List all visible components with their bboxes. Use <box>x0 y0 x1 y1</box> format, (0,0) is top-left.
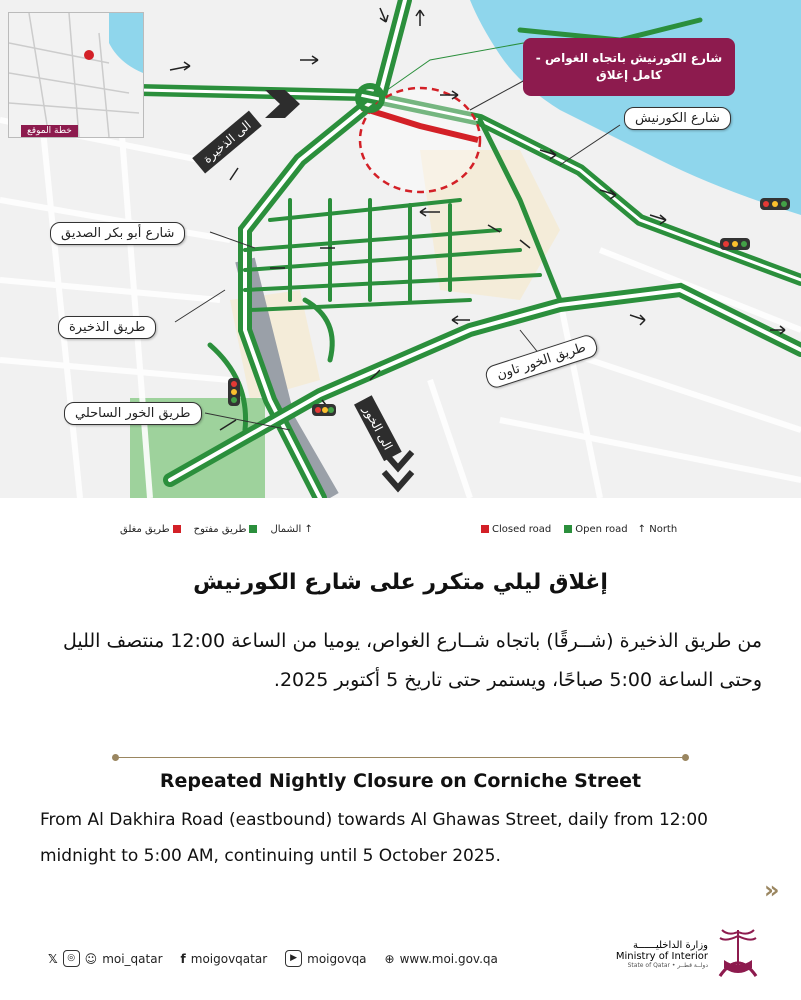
legend-en-north <box>638 524 678 535</box>
announcement-body-english: From Al Dakhira Road (eastbound) towards Al Ghawas Street, daily from 12:00 midnight to 5:00 AM, continuing until 5 October 2025. <box>40 810 708 866</box>
announcement-title-english: Repeated Nightly Closure on Corniche Street <box>159 770 642 792</box>
ministry-logo <box>598 926 763 988</box>
ministry-state: State of Qatar • دولــة قطــر <box>627 962 708 969</box>
globe-icon[interactable]: ⊕ <box>384 951 395 966</box>
facebook-handle[interactable]: moigovqatar <box>190 951 268 966</box>
ministry-name-arabic: وزارة الداخليــــــة <box>633 940 708 951</box>
youtube-icon[interactable]: ▶ <box>285 950 302 967</box>
legend-en-closed-label: Closed road <box>492 524 552 535</box>
closed-swatch <box>173 525 181 533</box>
legend-ar-open-label: طريق مفتوح <box>193 524 247 535</box>
location-marker <box>84 50 94 60</box>
label-khor-coastal: طريق الخور الساحلي <box>64 402 202 425</box>
label-khor-town: طريق الخور تاون <box>483 333 599 390</box>
announcement-title-arabic: إغلاق ليلي متكرر على شارع الكورنيش <box>193 570 608 595</box>
legend-ar-north-label: الشمال <box>270 524 302 535</box>
announcement-body-arabic: من طريق الذخيرة (شــرقًا) باتجاه شــارع الغواص، يوميا من الساعة 12:00 منتصف الليل وحتى الساعة 5:00 صباحًا، ويستمر حتى تاريخ 5 أكتوبر 2025. <box>62 630 762 691</box>
x-icon[interactable]: 𝕏 <box>48 951 58 966</box>
north-arrow-icon: ↑ <box>637 524 647 535</box>
social-handle[interactable]: moi_qatar <box>102 951 163 966</box>
legend-ar-closed-label: طريق مغلق <box>120 524 170 535</box>
legend-en-closed <box>478 524 551 535</box>
website-group[interactable] <box>385 952 498 966</box>
social-handle-group[interactable] <box>48 950 163 967</box>
closed-swatch <box>481 525 489 533</box>
legend-en-open <box>561 524 627 535</box>
legend-ar-open <box>194 524 261 535</box>
legend-en-open-label: Open road <box>575 524 628 535</box>
road-closure-map <box>0 0 801 498</box>
legend-arabic <box>120 524 313 535</box>
youtube-group[interactable] <box>285 950 366 967</box>
legend-ar-closed <box>120 524 184 535</box>
inset-map-graphic <box>9 13 143 137</box>
closure-callout-line1: - شارع الكورنيش باتجاه الغواص <box>535 51 723 66</box>
label-corniche: شارع الكورنيش <box>624 107 731 130</box>
website-link[interactable]: www.moi.gov.qa <box>399 951 498 966</box>
instagram-icon[interactable]: ◎ <box>63 950 80 967</box>
emblem-icon <box>714 926 762 986</box>
label-dakhira-road: طريق الذخيرة <box>58 316 156 339</box>
facebook-group[interactable] <box>181 952 268 966</box>
social-footer <box>48 950 498 967</box>
open-swatch <box>249 525 257 533</box>
closure-callout <box>523 38 735 96</box>
snapchat-icon[interactable]: ☺ <box>84 951 98 966</box>
legend-english <box>478 524 677 535</box>
location-inset-map <box>8 12 144 138</box>
direction-to-dakhira: الى الذخيرة <box>192 111 262 174</box>
open-swatch <box>564 525 572 533</box>
facebook-icon[interactable]: f <box>180 951 186 966</box>
inset-label: خطة الموقع <box>21 125 78 137</box>
closure-callout-line2: كامل إغلاق <box>596 68 662 82</box>
next-chevron-icon[interactable]: » <box>764 876 780 904</box>
ministry-name-english: Ministry of Interior <box>615 951 708 962</box>
direction-to-khor: الى الخور <box>354 395 401 460</box>
legend-en-north-label: North <box>649 524 678 535</box>
north-arrow-icon: ↑ <box>304 524 313 535</box>
legend-ar-north <box>270 524 312 535</box>
section-divider <box>115 757 686 758</box>
label-abu-bakr: شارع أبو بكر الصديق <box>50 222 185 245</box>
youtube-handle[interactable]: moigovqa <box>307 951 367 966</box>
